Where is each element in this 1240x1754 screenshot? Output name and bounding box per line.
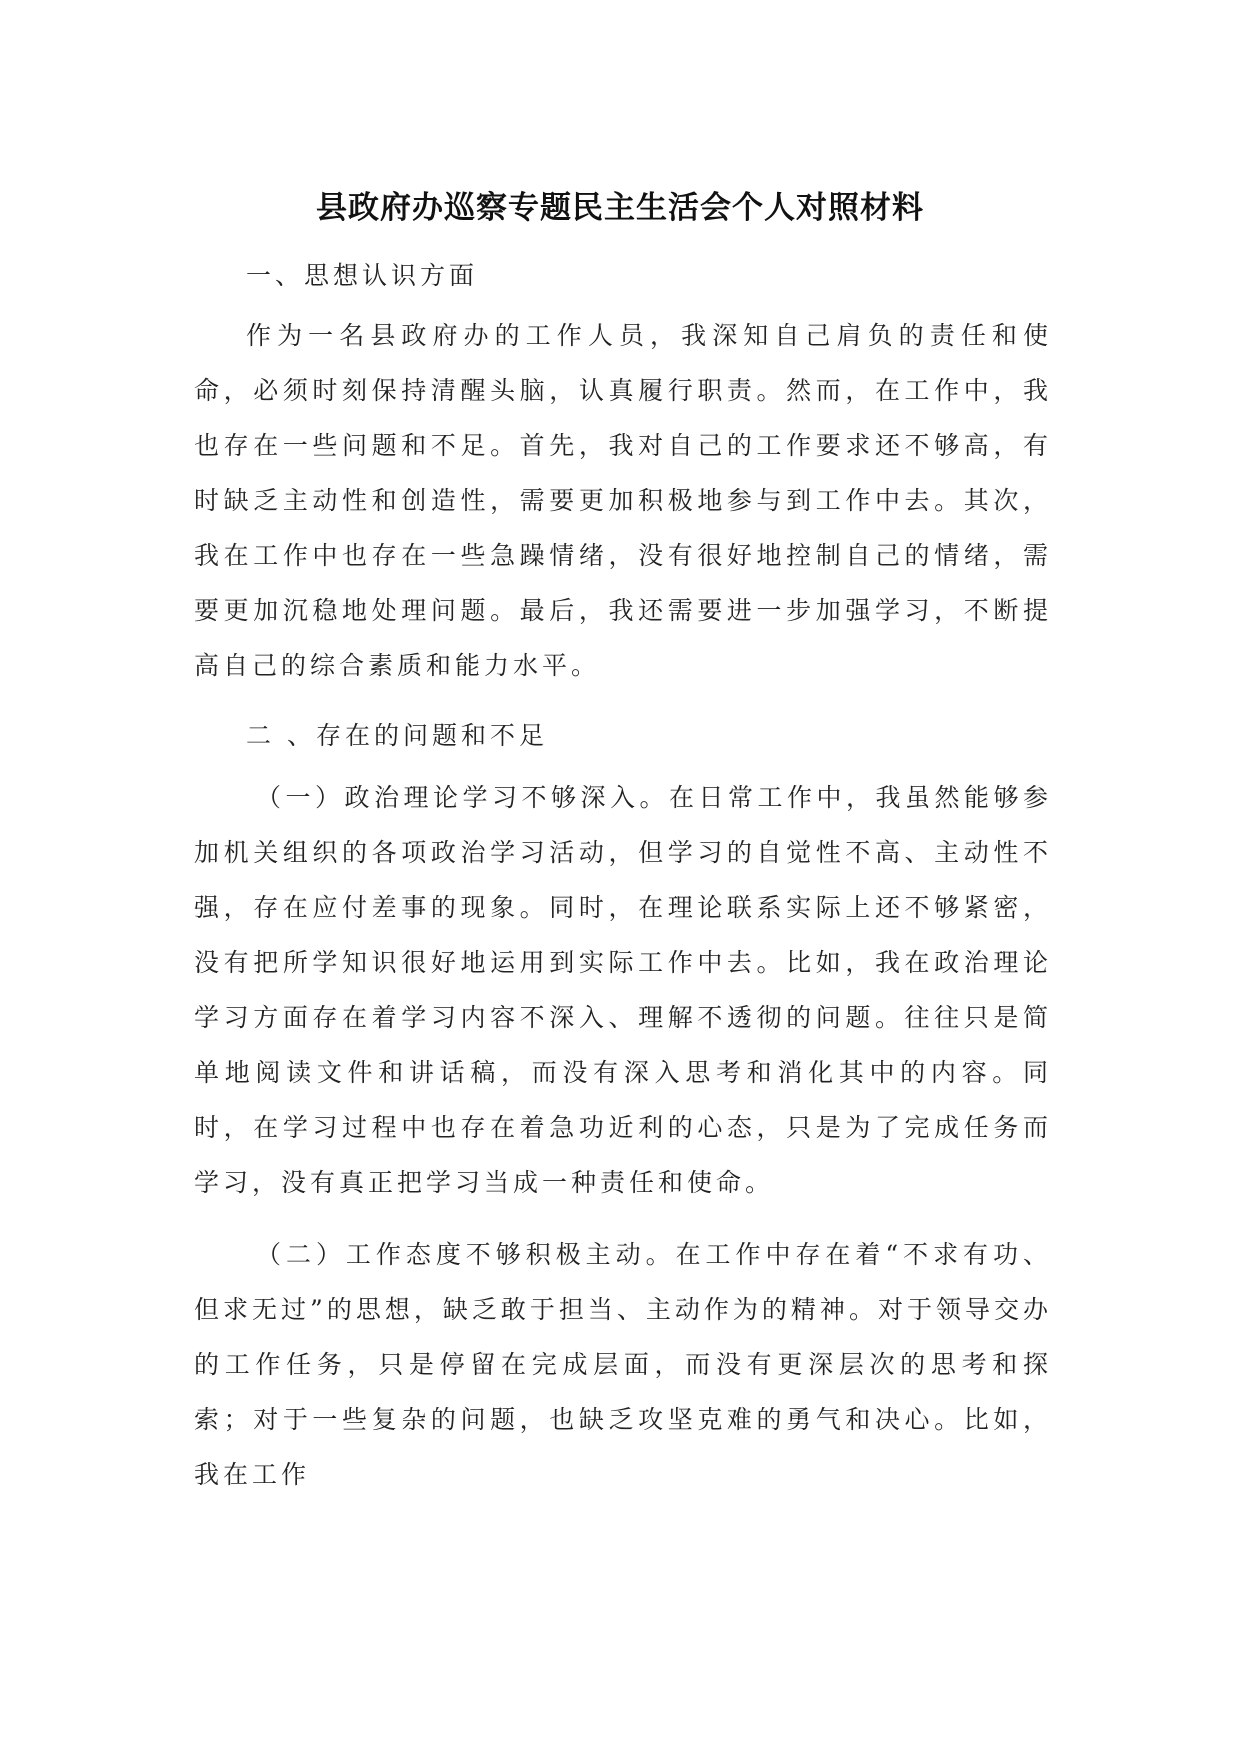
section-2-paragraph-2: （二）工作态度不够积极主动。在工作中存在着“不求有功、但求无过”的思想，缺乏敢于担当、主动作为的精神。对于领导交办的工作任务，只是停留在完成层面，而没有更深层次的思考和探索；对于一些复杂的问题，也缺乏攻坚克难的勇气和决心。比如，我在工作: [194, 1240, 1052, 1489]
section-2-paragraph-1: （一）政治理论学习不够深入。在日常工作中，我虽然能够参加机关组织的各项政治学习活动，但学习的自觉性不高、主动性不强，存在应付差事的现象。同时，在理论联系实际上还不够紧密，没有把所学知识很好地运用到实际工作中去。比如，我在政治理论学习方面存在着学习内容不深入、理解不透彻的问题。往往只是简单地阅读文件和讲话稿，而没有深入思考和消化其中的内容。同时，在学习过程中也存在着急功近利的心态，只是为了完成任务而学习，没有真正把学习当成一种责任和使命。: [194, 783, 1052, 1197]
section-heading-2: 二 、存在的问题和不足: [246, 721, 548, 750]
section-heading-1: 一、思想认识方面: [246, 261, 479, 290]
section-1-paragraph-1: 作为一名县政府办的工作人员，我深知自己肩负的责任和使命，必须时刻保持清醒头脑，认真履行职责。然而，在工作中，我也存在一些问题和不足。首先，我对自己的工作要求还不够高，有时缺乏主动性和创造性，需要更加积极地参与到工作中去。其次，我在工作中也存在一些急躁情绪，没有很好地控制自己的情绪，需要更加沉稳地处理问题。最后，我还需要进一步加强学习，不断提高自己的综合素质和能力水平。: [194, 321, 1052, 680]
document-title: 县政府办巡察专题民主生活会个人对照材料: [316, 190, 924, 226]
